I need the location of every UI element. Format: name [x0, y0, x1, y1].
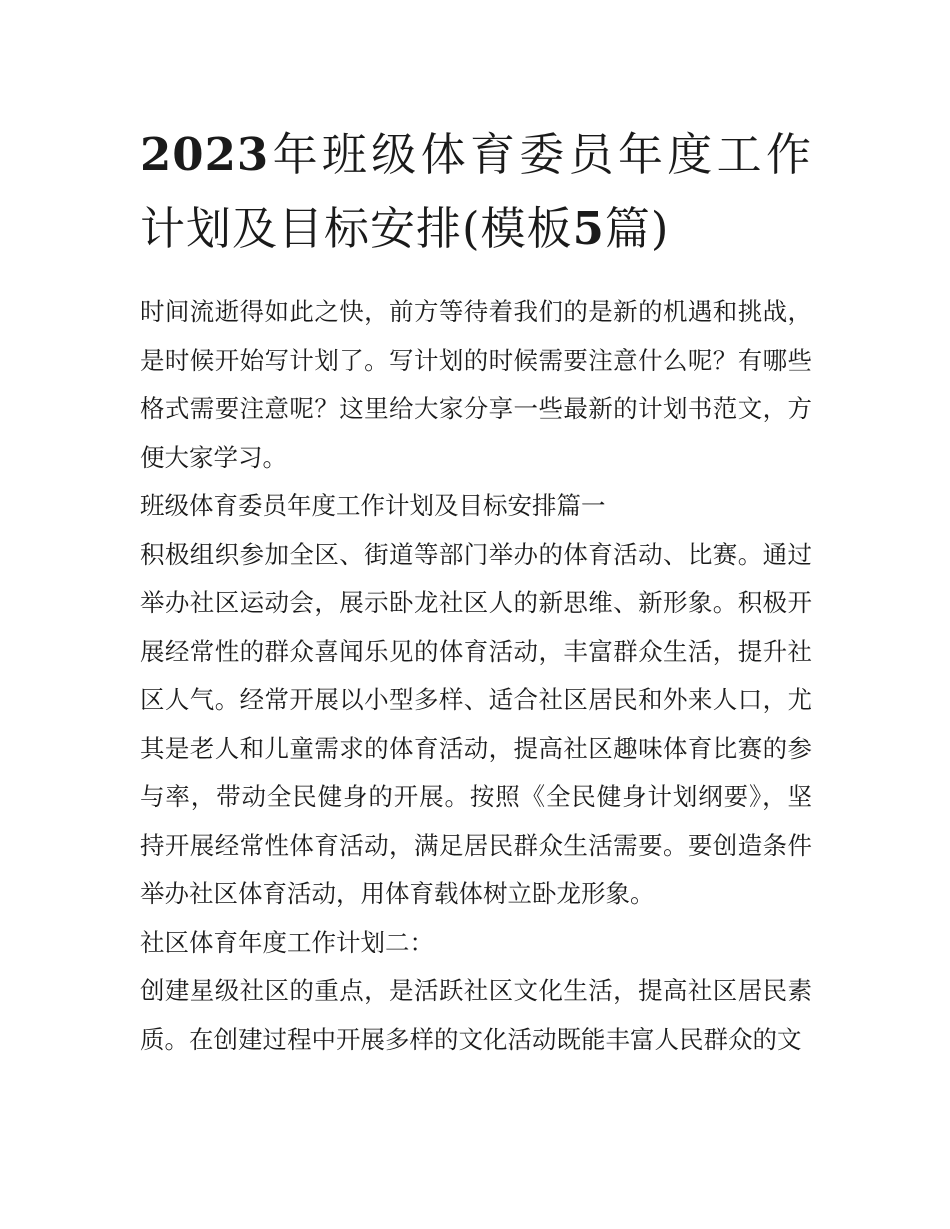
document-title [140, 118, 812, 266]
title-year: 2023 [140, 128, 270, 181]
title-text: 年班级体育委员年度工作计划及目标安排(模板 [140, 128, 812, 255]
title-number: 5 [572, 202, 605, 255]
intro-paragraph: 时间流逝得如此之快，前方等待着我们的是新的机遇和挑战，是时候开始写计划了。写计划的时候需要注意什么呢？有哪些格式需要注意呢？这里给大家分享一些最新的计划书范文，方便大家学习。 [140, 297, 812, 472]
document-content [140, 118, 812, 1064]
section-1-heading: 班级体育委员年度工作计划及目标安排篇一 [140, 491, 606, 520]
section-2-heading: 社区体育年度工作计划二： [140, 927, 434, 957]
section-1-paragraph: 积极组织参加全区、街道等部门举办的体育活动、比赛。通过举办社区运动会，展示卧龙社区人的新思维、新形象。积极开展经常性的群众喜闻乐见的体育活动，丰富群众生活，提升社区人气。经常开展以小型多样、适合社区居民和外来人口，尤其是老人和儿童需求的体育活动，提高社区趣味体育比赛的参与率，带动全民健身的开展。按照《全民健身计划纲要》，坚持开展经常性体育活动，满足居民群众生活需要。要创造条件举办社区体育活动，用体育载体树立卧龙形象。 [140, 539, 812, 908]
section-2-paragraph: 创建星级社区的重点，是活跃社区文化生活，提高社区居民素质。在创建过程中开展多样的文化活动既能丰富人民群众的文 [140, 976, 812, 1054]
title-suffix: 篇) [604, 202, 670, 255]
